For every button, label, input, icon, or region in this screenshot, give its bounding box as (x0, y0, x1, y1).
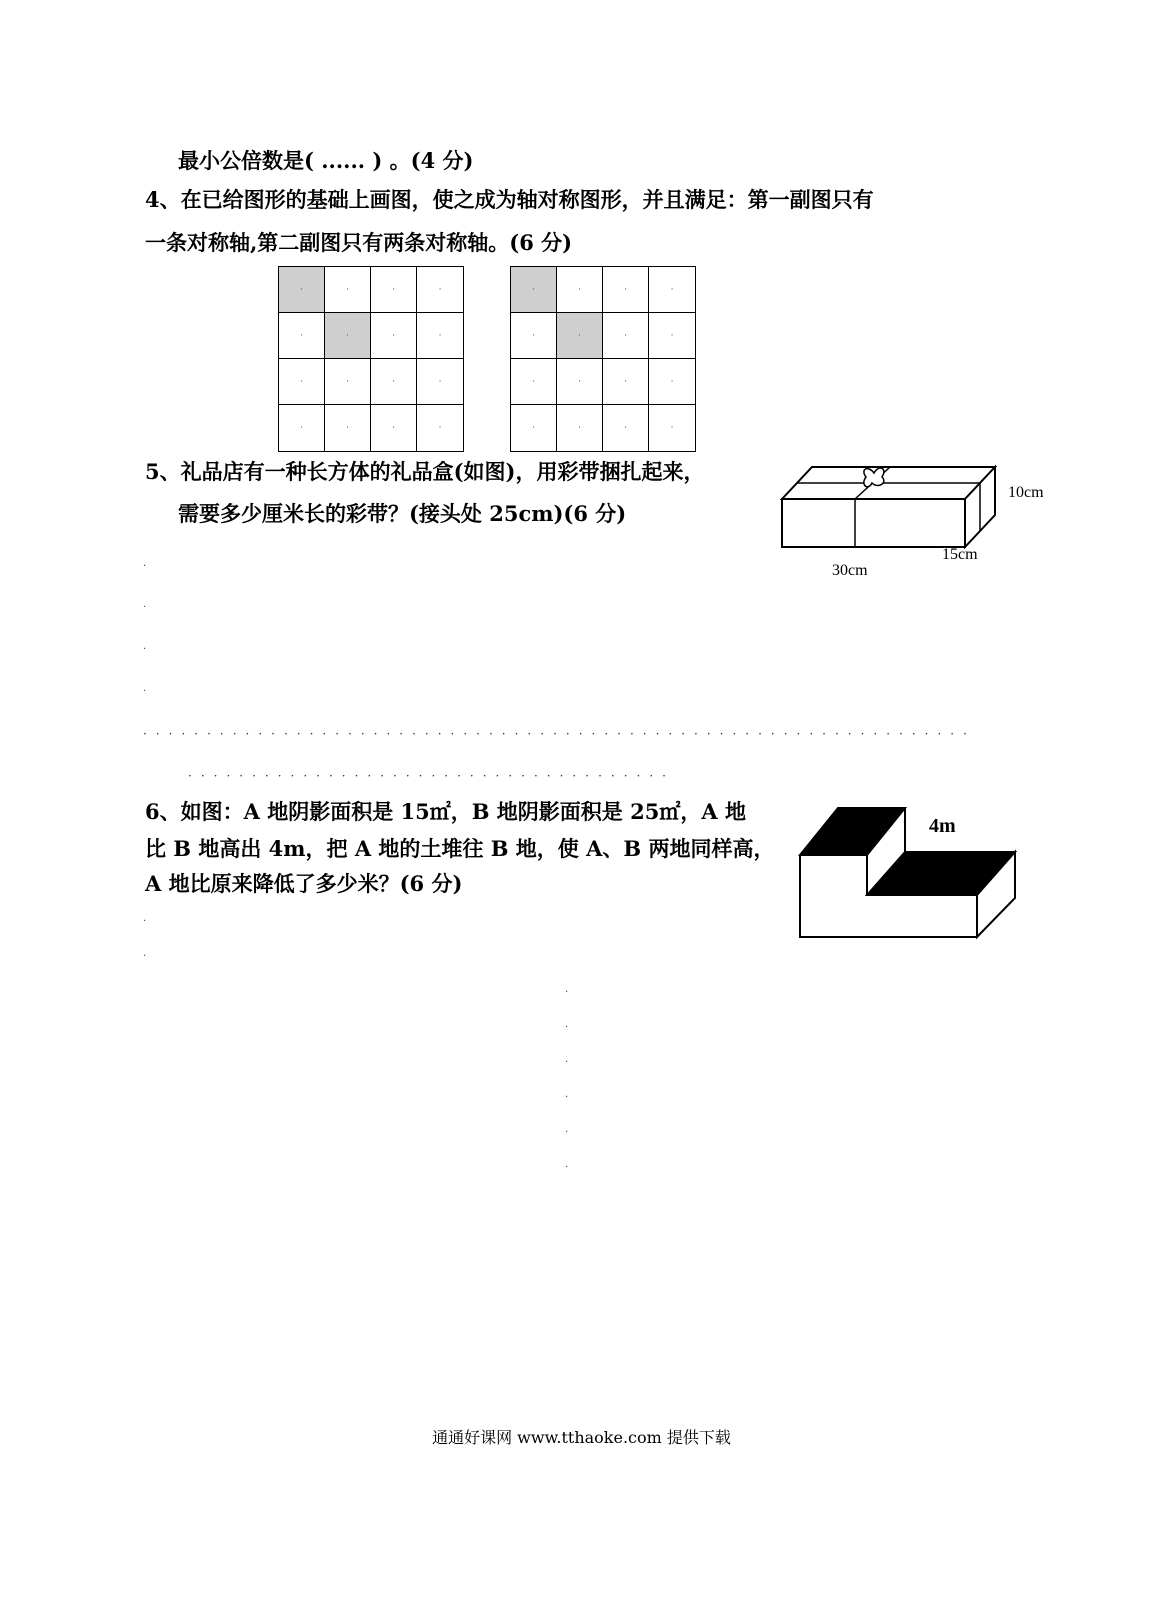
grid2-cell[interactable] (511, 267, 557, 313)
dot-mark: · (143, 916, 147, 927)
grid2-cell[interactable] (603, 405, 649, 451)
grid1-cell[interactable] (279, 359, 325, 405)
dot-mark: · (565, 987, 569, 998)
dot-mark: · (143, 644, 147, 655)
grid1-cell[interactable] (279, 405, 325, 451)
q6-line1: 6、如图：A 地阴影面积是 15㎡，B 地阴影面积是 25㎡，A 地 (145, 799, 746, 824)
dot-mark: · (565, 1162, 569, 1173)
grid1-cell[interactable] (371, 359, 417, 405)
dot-mark: · (565, 1057, 569, 1068)
grid2-cell[interactable] (511, 359, 557, 405)
dot-mark: · (565, 1092, 569, 1103)
grid1-cell[interactable] (371, 313, 417, 359)
dot-mark: · (143, 602, 147, 613)
width-label: 15cm (942, 546, 978, 563)
grid2-cell[interactable] (649, 267, 695, 313)
grid2-cell[interactable] (557, 359, 603, 405)
page-footer: 通通好课网 www.tthaoke.com 提供下载 (432, 1428, 731, 1447)
q6-line2: 比 B 地高出 4m，把 A 地的土堆往 B 地，使 A、B 两地同样高， (145, 836, 775, 861)
area-a-top (800, 808, 905, 855)
grid1-cell[interactable] (371, 267, 417, 313)
height-diff-label: 4m (929, 815, 956, 837)
grid2-cell[interactable] (603, 313, 649, 359)
symmetry-grid-2[interactable] (510, 266, 696, 452)
grid2-cell[interactable] (649, 313, 695, 359)
grid1-cell[interactable] (371, 405, 417, 451)
grid2-cell[interactable] (649, 359, 695, 405)
symmetry-grid-1[interactable] (278, 266, 464, 452)
grid2-cell[interactable] (557, 313, 603, 359)
dotted-line: ································································· (143, 727, 976, 741)
grid2-cell[interactable] (603, 359, 649, 405)
q3-tail-text: 最小公倍数是( ...... ) 。(4 分) (178, 148, 474, 173)
dot-mark: · (143, 686, 147, 697)
q4-line2: 一条对称轴,第二副图只有两条对称轴。(6 分) (145, 230, 573, 255)
grid2-cell[interactable] (511, 313, 557, 359)
q5-line1: 5、礼品店有一种长方体的礼品盒(如图)，用彩带捆扎起来， (145, 459, 705, 484)
grid1-cell[interactable] (279, 267, 325, 313)
grid2-cell[interactable] (557, 405, 603, 451)
grid1-cell[interactable] (279, 313, 325, 359)
height-label: 10cm (1008, 484, 1044, 501)
gift-box-figure (770, 455, 1060, 585)
grid2-cell[interactable] (511, 405, 557, 451)
dot-mark: · (143, 951, 147, 962)
grid1-cell[interactable] (417, 313, 463, 359)
grid2-cell[interactable] (649, 405, 695, 451)
dotted-line: ······································ (188, 769, 675, 783)
dot-mark: · (565, 1022, 569, 1033)
q4-line1: 4、在已给图形的基础上画图，使之成为轴对称图形，并且满足：第一副图只有 (145, 187, 874, 212)
terrain-figure (795, 800, 1025, 945)
grid2-cell[interactable] (603, 267, 649, 313)
q6-line3: A 地比原来降低了多少米？(6 分) (145, 871, 463, 896)
dot-mark: · (565, 1127, 569, 1138)
box-front-face (782, 499, 965, 547)
grid1-cell[interactable] (325, 405, 371, 451)
grid1-cell[interactable] (417, 405, 463, 451)
q5-line2: 需要多少厘米长的彩带？(接头处 25cm)(6 分) (178, 501, 627, 526)
grid1-cell[interactable] (325, 313, 371, 359)
grid2-cell[interactable] (557, 267, 603, 313)
grid1-cell[interactable] (417, 267, 463, 313)
length-label: 30cm (832, 562, 868, 579)
grid1-cell[interactable] (325, 267, 371, 313)
dot-mark: · (143, 561, 147, 572)
grid1-cell[interactable] (325, 359, 371, 405)
grid1-cell[interactable] (417, 359, 463, 405)
